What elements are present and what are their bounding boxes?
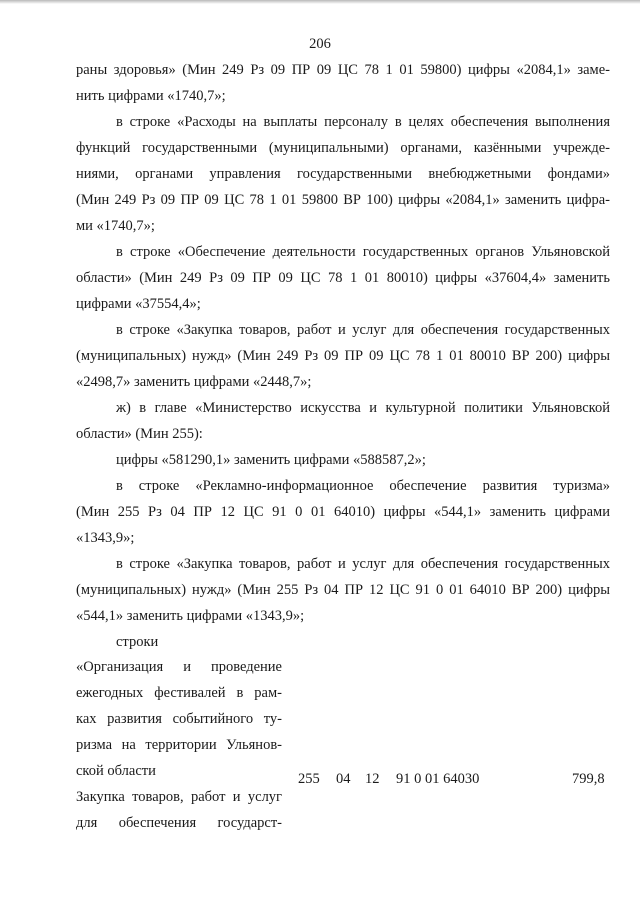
budget-table bbox=[76, 654, 616, 836]
row-name-line: ках развития событийного ту- bbox=[76, 711, 282, 727]
text-line: раны здоровья» (Мин 249 Рз 09 ПР 09 ЦС 78 1 01 59800) цифры «2084,1» заме- bbox=[76, 62, 610, 78]
paragraph-state-bodies bbox=[76, 239, 610, 317]
scan-edge bbox=[0, 0, 640, 4]
row-name-line: «Организация и проведение bbox=[76, 659, 282, 675]
paragraph-procurement-255 bbox=[76, 551, 610, 629]
text-line: цифрами «37554,4»; bbox=[76, 296, 201, 312]
row-name-line: Закупка товаров, работ и услуг bbox=[76, 789, 282, 805]
text-line: «1343,9»; bbox=[76, 530, 135, 546]
paragraph-procurement-249 bbox=[76, 317, 610, 395]
text-line: области» (Мин 249 Рз 09 ПР 09 ЦС 78 1 01 80010) цифры «37604,4» заменить bbox=[76, 270, 610, 286]
text-line: ниями, органами управления государственными внебюджетными фондами» bbox=[76, 166, 610, 182]
paragraph-figures-total bbox=[76, 447, 610, 473]
text-line: «544,1» заменить цифрами «1343,9»; bbox=[76, 608, 305, 624]
row-name-line: ской области bbox=[76, 763, 156, 779]
text-line: нить цифрами «1740,7»; bbox=[76, 88, 226, 104]
text-line: в строке «Закупка товаров, работ и услуг для обеспечения государственных bbox=[116, 322, 610, 338]
pr-code: 12 bbox=[365, 771, 380, 787]
row-name-line: для обеспечения государст- bbox=[76, 815, 282, 831]
text-line: (муниципальных) нужд» (Мин 249 Рз 09 ПР 09 ЦС 78 1 01 80010 ВР 200) цифры bbox=[76, 348, 610, 364]
text-line: (Мин 255 Рз 04 ПР 12 ЦС 91 0 01 64010) цифры «544,1» заменить цифрами bbox=[76, 504, 610, 520]
text-line: цифры «581290,1» заменить цифрами «588587,2»; bbox=[116, 452, 426, 468]
row-name-line: ризма на территории Ульянов- bbox=[76, 737, 282, 753]
text-line: ми «1740,7»; bbox=[76, 218, 155, 234]
text-line: в строке «Расходы на выплаты персоналу в целях обеспечения выполнения bbox=[116, 114, 610, 130]
text-line: строки bbox=[116, 634, 159, 650]
text-line: ж) в главе «Министерство искусства и культурной политики Ульяновской bbox=[116, 400, 610, 416]
row-name-column bbox=[76, 654, 282, 836]
text-line: в строке «Закупка товаров, работ и услуг для обеспечения государственных bbox=[116, 556, 610, 572]
paragraph-tourism-advertising bbox=[76, 473, 610, 551]
rz-code: 04 bbox=[336, 771, 351, 787]
text-line: (Мин 249 Рз 09 ПР 09 ЦС 78 1 01 59800 ВР 100) цифры «2084,1» заменить цифра- bbox=[76, 192, 610, 208]
min-code: 255 bbox=[298, 771, 320, 787]
text-line: (муниципальных) нужд» (Мин 255 Рз 04 ПР 12 ЦС 91 0 01 64010 ВР 200) цифры bbox=[76, 582, 610, 598]
text-line: функций государственными (муниципальными) органами, казёнными учрежде- bbox=[76, 140, 610, 156]
cs-code: 91 0 01 64030 bbox=[396, 771, 480, 787]
paragraph-continuation bbox=[76, 57, 610, 109]
paragraph-rows-label bbox=[76, 629, 610, 655]
page-number: 206 bbox=[309, 36, 331, 52]
text-line: в строке «Рекламно-информационное обеспечение развития туризма» bbox=[116, 478, 610, 494]
amount-value: 799,8 bbox=[572, 771, 605, 787]
row-name-line: ежегодных фестивалей в рам- bbox=[76, 685, 282, 701]
document-body bbox=[76, 57, 610, 655]
paragraph-personnel-expenses bbox=[76, 109, 610, 239]
text-line: «2498,7» заменить цифрами «2448,7»; bbox=[76, 374, 312, 390]
table-row-codes bbox=[76, 766, 616, 792]
text-line: области» (Мин 255): bbox=[76, 426, 203, 442]
text-line: в строке «Обеспечение деятельности государственных органов Ульяновской bbox=[116, 244, 610, 260]
paragraph-ministry-culture bbox=[76, 395, 610, 447]
